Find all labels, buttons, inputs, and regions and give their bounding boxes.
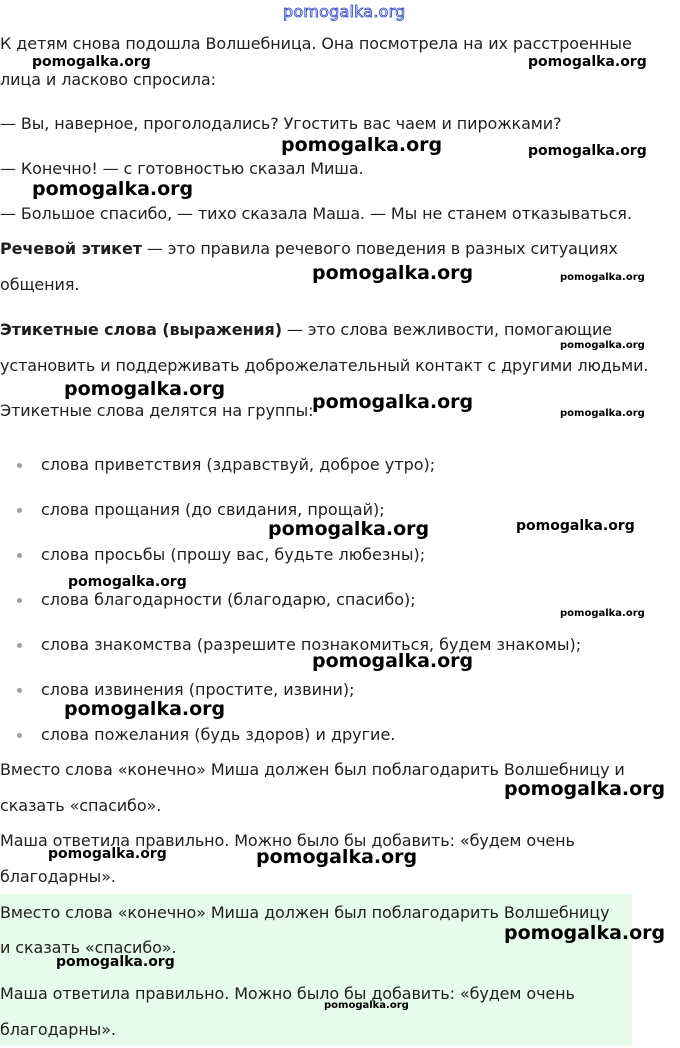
- watermark: pomogalka.org: [68, 574, 187, 590]
- watermark: pomogalka.org: [560, 340, 645, 351]
- watermark: pomogalka.org: [281, 134, 443, 156]
- list-item-text: слова прощания (до свидания, прощай);: [41, 500, 385, 519]
- watermark: pomogalka.org: [312, 391, 474, 413]
- watermark: pomogalka.org: [56, 954, 175, 970]
- list-item-text: слова приветствия (здравствуй, доброе утро);: [41, 455, 436, 474]
- watermark: pomogalka.org: [528, 143, 647, 159]
- list-item: [0, 626, 581, 671]
- bullet-icon: [17, 733, 22, 738]
- watermark: pomogalka.org: [64, 698, 226, 720]
- answer-line-3: Маша ответила правильно. Можно было бы добавить: «будем очень: [0, 984, 575, 1003]
- intro-line-1: К детям снова подошла Волшебница. Она посмотрела на их расстроенные: [0, 34, 632, 53]
- bullet-icon: [17, 598, 22, 603]
- conclusion-line-4: благодарны».: [0, 867, 116, 886]
- answer-line-4: благодарны».: [0, 1020, 116, 1039]
- answer-line-1: Вместо слова «конечно» Миша должен был поблагодарить Волшебницу: [0, 903, 610, 922]
- intro-line-2: лица и ласково спросила:: [0, 70, 216, 89]
- dialog-line-3: — Большое спасибо, — тихо сказала Маша. — Мы не станем отказываться.: [0, 204, 632, 223]
- definition-speech-etiquette: [0, 231, 618, 267]
- list-item-text: слова извинения (простите, извини);: [41, 680, 355, 699]
- dialog-line-2: — Конечно! — с готовностью сказал Миша.: [0, 159, 364, 178]
- list-item-text: слова благодарности (благодарю, спасибо);: [41, 590, 416, 609]
- watermark: pomogalka.org: [560, 272, 645, 283]
- watermark: pomogalka.org: [516, 518, 635, 534]
- watermark: pomogalka.org: [32, 178, 194, 200]
- term-etiquette-words: Этикетные слова (выражения): [0, 320, 282, 339]
- watermark: pomogalka.org: [256, 846, 418, 868]
- definition-text: — это слова вежливости, помогающие: [281, 320, 613, 339]
- list-item: [0, 446, 581, 491]
- watermark: pomogalka.org: [312, 650, 474, 672]
- watermark: pomogalka.org: [504, 778, 666, 800]
- bullet-icon: [17, 643, 22, 648]
- watermark: pomogalka.org: [32, 54, 151, 70]
- watermark: pomogalka.org: [324, 1000, 409, 1011]
- definition-etiquette-words: [0, 312, 612, 348]
- watermark: pomogalka.org: [312, 262, 474, 284]
- watermark: pomogalka.org: [64, 378, 226, 400]
- watermark: pomogalka.org: [528, 54, 647, 70]
- watermark: pomogalka.org: [560, 608, 645, 619]
- conclusion-line-3: Маша ответила правильно. Можно было бы добавить: «будем очень: [0, 831, 575, 850]
- groups-intro: Этикетные слова делятся на группы:: [0, 401, 314, 420]
- conclusion-line-2: сказать «спасибо».: [0, 796, 162, 815]
- watermark: pomogalka.org: [48, 846, 167, 862]
- definition-speech-etiquette-cont: общения.: [0, 275, 80, 294]
- watermark: pomogalka.org: [268, 518, 430, 540]
- watermark: pomogalka.org: [560, 408, 645, 419]
- bullet-icon: [17, 553, 22, 558]
- list-item-text: слова просьбы (прошу вас, будьте любезны);: [41, 545, 426, 564]
- watermark: pomogalka.org: [504, 922, 666, 944]
- list-item-text: слова пожелания (будь здоров) и другие.: [41, 725, 396, 744]
- answer-box: [0, 894, 632, 1046]
- bullet-icon: [17, 508, 22, 513]
- conclusion-line-1: Вместо слова «конечно» Миша должен был поблагодарить Волшебницу и: [0, 760, 625, 779]
- site-header-logo[interactable]: pomogalka.org: [283, 2, 406, 21]
- answer-line-2: и сказать «спасибо».: [0, 938, 177, 957]
- bullet-icon: [17, 463, 22, 468]
- dialog-line-1: — Вы, наверное, проголодались? Угостить вас чаем и пирожками?: [0, 114, 562, 133]
- definition-text: — это правила речевого поведения в разных ситуациях: [141, 239, 618, 258]
- list-item-text: слова знакомства (разрешите познакомиться, будем знакомы);: [41, 635, 582, 654]
- definition-etiquette-words-cont: установить и поддерживать доброжелательный контакт с другими людьми.: [0, 356, 649, 375]
- term-speech-etiquette: Речевой этикет: [0, 239, 142, 258]
- bullet-icon: [17, 688, 22, 693]
